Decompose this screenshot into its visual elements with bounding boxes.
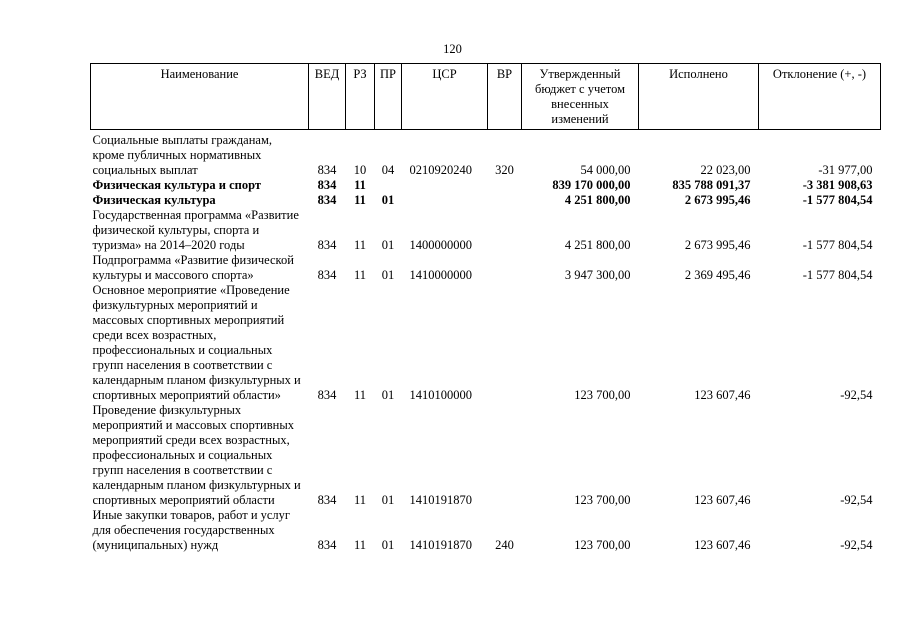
row-ved: 834 (317, 493, 337, 507)
row-pr: 01 (381, 388, 395, 402)
row-rz: 11 (353, 538, 367, 552)
row-pr: 04 (381, 163, 395, 177)
row-rz: 10 (353, 163, 367, 177)
row-rz: 11 (353, 268, 367, 282)
row-vr (488, 283, 522, 403)
row-csr: 1410100000 (409, 388, 472, 402)
row-csr: 1410191870 (409, 538, 472, 552)
column-header-deviation: Отклонение (+, -) (759, 64, 881, 130)
row-executed: 2 673 995,46 (684, 193, 751, 207)
row-approved: 123 700,00 (574, 388, 631, 402)
row-ved: 834 (317, 163, 337, 177)
row-name: Подпрограмма «Развитие физической культуры и массового спорта» (92, 253, 294, 282)
row-name: Физическая культура и спорт (92, 178, 262, 192)
table-row (91, 403, 881, 508)
row-vr (488, 253, 522, 283)
row-vr (488, 208, 522, 253)
row-csr (402, 193, 488, 208)
row-name: Физическая культура (92, 193, 216, 207)
column-header-rz: РЗ (346, 64, 375, 130)
row-csr: 1400000000 (409, 238, 472, 252)
row-deviation: -1 577 804,54 (802, 268, 873, 282)
row-rz: 11 (354, 178, 366, 192)
row-ved: 834 (317, 193, 337, 207)
row-vr: 320 (495, 163, 514, 177)
table-row (91, 283, 881, 403)
column-header-vr: ВР (488, 64, 522, 130)
row-name: Иные закупки товаров, работ и услуг для обеспечения государственных (муниципальных) нужд (92, 508, 291, 552)
row-executed: 835 788 091,37 (672, 178, 751, 192)
table-row (91, 253, 881, 283)
budget-table (90, 63, 881, 553)
row-executed: 123 607,46 (694, 538, 751, 552)
table-row (91, 130, 881, 179)
row-csr: 1410000000 (409, 268, 472, 282)
row-ved: 834 (317, 268, 337, 282)
column-header-csr: ЦСР (402, 64, 488, 130)
row-pr: 01 (381, 193, 395, 207)
row-vr (488, 178, 522, 193)
table-row (91, 508, 881, 553)
row-approved: 4 251 800,00 (564, 193, 631, 207)
row-name: Основное мероприятие «Проведение физкультурных мероприятий и массовых спортивных мероприятий среди всех возрастных, профессиональных и социальных групп населения в соответствии с календарным планом физкультурных и спортивных мероприятий области» (92, 283, 301, 402)
row-pr: 01 (381, 268, 395, 282)
row-rz: 11 (353, 388, 367, 402)
page-number: 120 (443, 42, 462, 56)
row-ved: 834 (317, 178, 337, 192)
row-executed: 123 607,46 (694, 493, 751, 507)
row-executed: 2 369 495,46 (684, 268, 751, 282)
row-name: Государственная программа «Развитие физической культуры, спорта и туризма» на 2014–2020 годы (92, 208, 299, 252)
table-row (91, 193, 881, 208)
row-executed: 22 023,00 (700, 163, 751, 177)
row-rz: 11 (354, 193, 366, 207)
row-pr: 01 (381, 238, 395, 252)
table-header-row (91, 64, 881, 130)
row-deviation: -92,54 (840, 538, 873, 552)
row-csr: 0210920240 (409, 163, 472, 177)
row-ved: 834 (317, 538, 337, 552)
row-pr: 01 (381, 493, 395, 507)
column-header-approved: Утвержденный бюджет с учетом внесенных изменений (522, 64, 639, 130)
row-rz: 11 (353, 238, 367, 252)
row-approved: 3 947 300,00 (564, 268, 631, 282)
row-deviation: -1 577 804,54 (802, 238, 873, 252)
row-vr (488, 403, 522, 508)
row-rz: 11 (353, 493, 367, 507)
table-row (91, 178, 881, 193)
row-approved: 54 000,00 (580, 163, 631, 177)
row-executed: 2 673 995,46 (684, 238, 751, 252)
row-deviation: -31 977,00 (818, 163, 873, 177)
row-ved: 834 (317, 238, 337, 252)
row-executed: 123 607,46 (694, 388, 751, 402)
row-csr (402, 178, 488, 193)
row-approved: 123 700,00 (574, 538, 631, 552)
row-pr: 01 (381, 538, 395, 552)
row-pr (375, 178, 402, 193)
row-deviation: -92,54 (840, 493, 873, 507)
row-ved: 834 (317, 388, 337, 402)
row-name: Социальные выплаты гражданам, кроме публичных нормативных социальных выплат (92, 133, 273, 177)
row-vr (488, 193, 522, 208)
row-csr: 1410191870 (409, 493, 472, 507)
table-row (91, 208, 881, 253)
row-approved: 123 700,00 (574, 493, 631, 507)
row-vr: 240 (495, 538, 514, 552)
column-header-executed: Исполнено (639, 64, 759, 130)
column-header-name: Наименование (91, 64, 309, 130)
row-approved: 839 170 000,00 (552, 178, 631, 192)
row-approved: 4 251 800,00 (564, 238, 631, 252)
column-header-pr: ПР (375, 64, 402, 130)
row-deviation: -1 577 804,54 (802, 193, 873, 207)
column-header-ved: ВЕД (309, 64, 346, 130)
row-name: Проведение физкультурных мероприятий и массовых спортивных мероприятий среди всех возрастных, профессиональных и социальных групп населения в соответствии с календарным планом физкультурных и спортивных мероприятий области (92, 403, 301, 507)
row-deviation: -92,54 (840, 388, 873, 402)
row-deviation: -3 381 908,63 (802, 178, 873, 192)
